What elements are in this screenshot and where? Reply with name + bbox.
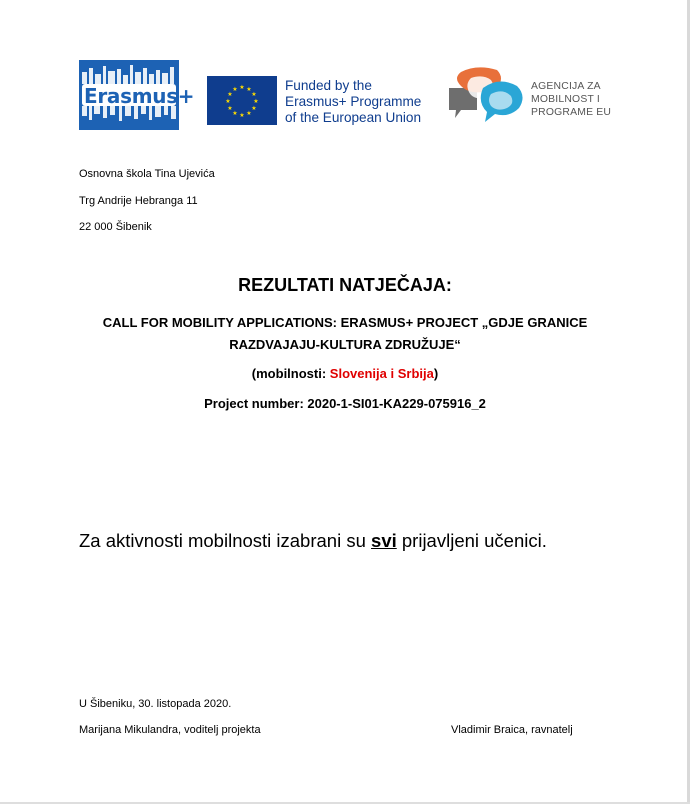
subtitle-line-2: RAZDVAJAJU-KULTURA ZDRUŽUJE“	[229, 337, 461, 352]
signer-right: Vladimir Braica, ravnatelj	[451, 724, 573, 736]
eu-text-line: Erasmus+ Programme	[285, 94, 422, 109]
signer-left: Marijana Mikulandra, voditelj projekta	[79, 724, 261, 736]
project-number: Project number: 2020-1-SI01-KA229-075916_2	[204, 396, 486, 411]
eu-text-line: Funded by the	[285, 78, 372, 93]
agency-name-text	[531, 80, 611, 119]
eu-flag-icon	[207, 76, 277, 125]
school-street: Trg Andrije Hebranga 11	[79, 195, 198, 207]
agency-text-line: AGENCIJA ZA	[531, 81, 601, 92]
selection-statement	[79, 530, 547, 552]
erasmus-logo	[79, 60, 195, 130]
statement-emphasis: svi	[371, 530, 397, 551]
svg-text:★: ★	[246, 110, 252, 117]
subtitle-line-1: CALL FOR MOBILITY APPLICATIONS: ERASMUS+ PROJECT „GDJE GRANICE	[102, 315, 588, 330]
svg-text:★: ★	[227, 105, 233, 112]
svg-text:★: ★	[239, 112, 245, 119]
school-city: 22 000 Šibenik	[79, 221, 152, 233]
mobility-countries: Slovenija i Srbija	[329, 366, 434, 381]
statement-end: prijavljeni učenici.	[396, 530, 547, 551]
place-date: U Šibeniku, 30. listopada 2020.	[79, 698, 232, 710]
agency-speech-bubbles-icon	[447, 66, 525, 126]
mobility-prefix: (mobilnosti:	[251, 366, 330, 381]
svg-text:★: ★	[251, 105, 257, 112]
erasmus-logo-text: Erasmus+	[84, 84, 195, 108]
school-name: Osnovna škola Tina Ujevića	[79, 168, 215, 180]
svg-text:★: ★	[227, 91, 233, 98]
svg-text:★: ★	[232, 110, 238, 117]
statement-start: Za aktivnosti mobilnosti izabrani su	[79, 530, 372, 551]
svg-text:★: ★	[232, 86, 238, 93]
mobility-suffix: )	[433, 366, 439, 381]
document-title: REZULTATI NATJEČAJA:	[238, 275, 452, 295]
agency-text-line: MOBILNOST I	[531, 94, 600, 105]
svg-text:★: ★	[239, 84, 245, 91]
svg-text:★: ★	[246, 86, 252, 93]
svg-text:★: ★	[251, 91, 257, 98]
svg-text:★: ★	[225, 98, 231, 105]
mobility-line	[0, 366, 690, 381]
svg-text:★: ★	[253, 98, 259, 105]
eu-text-line: of the European Union	[285, 110, 422, 125]
eu-funding-text	[285, 78, 421, 126]
agency-text-line: PROGRAME EU	[531, 107, 612, 118]
document-subtitle	[0, 312, 690, 356]
